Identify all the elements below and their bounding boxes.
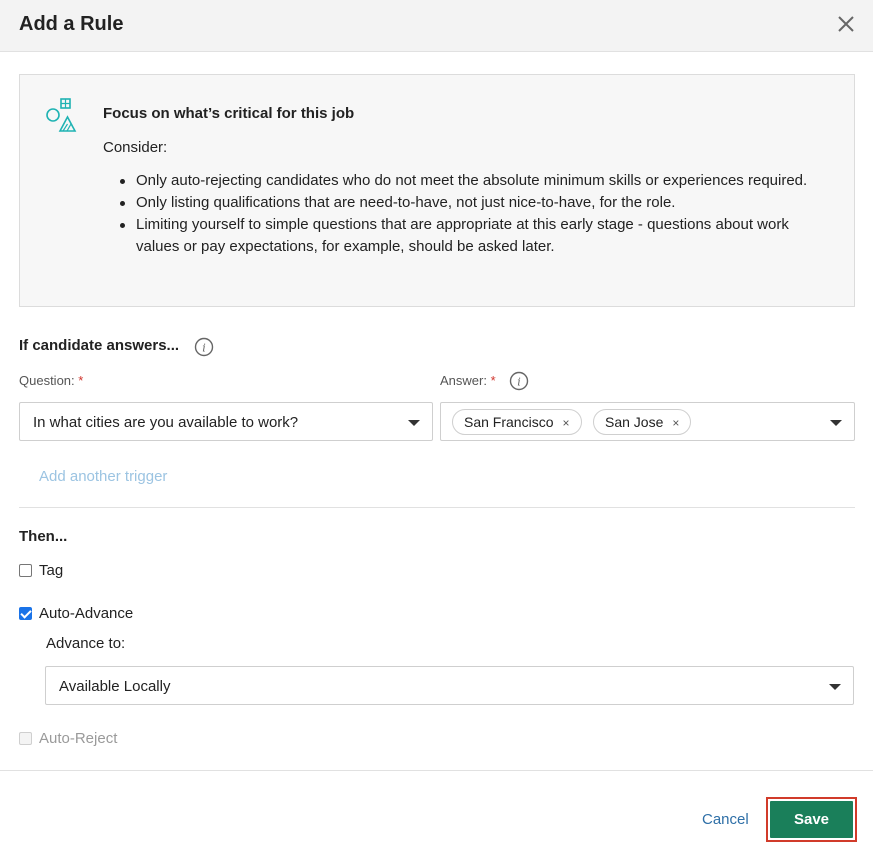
cancel-button[interactable]: Cancel [702,811,749,828]
tip-title: Focus on what’s critical for this job [103,105,355,122]
auto-advance-checkbox[interactable] [19,607,32,620]
tag-label: Tag [39,561,64,579]
save-highlight [766,797,857,842]
auto-reject-option [19,728,117,748]
auto-advance-option[interactable] [19,603,133,623]
answer-chip: San Francisco × [452,409,582,435]
tip-panel [19,74,855,307]
chip-remove-icon[interactable]: × [562,416,570,430]
question-value: In what cities are you available to work? [33,414,299,431]
svg-text:i: i [202,341,206,355]
close-icon[interactable] [835,13,857,35]
condition-title: If candidate answers... [19,337,180,354]
footer-divider [0,770,873,771]
chevron-down-icon [830,420,842,426]
tip-consider: Consider: [103,139,168,156]
tag-checkbox[interactable] [19,564,32,577]
tip-list [136,170,826,258]
tag-option[interactable] [19,560,63,580]
tip-item: Limiting yourself to simple questions that are appropriate at this early stage - questions about work values or pay expectations, for example, should be asked later. [136,214,826,258]
answer-label: Answer: * [440,373,496,388]
question-label: Question: * [19,373,84,388]
info-icon[interactable] [194,337,214,357]
advance-to-label: Advance to: [46,635,126,652]
dialog-header [0,0,873,52]
auto-reject-checkbox [19,732,32,745]
answer-chip: San Jose × [593,409,691,435]
advance-to-value: Available Locally [59,678,171,695]
save-button[interactable]: Save [770,801,853,838]
tip-item: Only auto-rejecting candidates who do not meet the absolute minimum skills or experiences required. [136,170,826,192]
info-icon[interactable] [509,371,529,391]
answer-multiselect[interactable] [440,402,855,441]
required-mark: * [78,373,84,388]
auto-advance-label: Auto-Advance [39,604,134,622]
question-select[interactable] [19,402,433,441]
add-trigger-link[interactable]: Add another trigger [39,468,168,485]
dialog-title: Add a Rule [19,13,124,35]
shapes-icon [44,97,80,133]
chevron-down-icon [408,420,420,426]
action-title: Then... [19,528,68,545]
chevron-down-icon [829,684,841,690]
auto-reject-label: Auto-Reject [39,729,118,747]
divider [19,507,855,508]
svg-text:i: i [517,375,521,389]
advance-to-select[interactable] [45,666,854,705]
required-mark: * [490,373,496,388]
tip-item: Only listing qualifications that are need-to-have, not just nice-to-have, for the role. [136,192,826,214]
chip-remove-icon[interactable]: × [672,416,680,430]
